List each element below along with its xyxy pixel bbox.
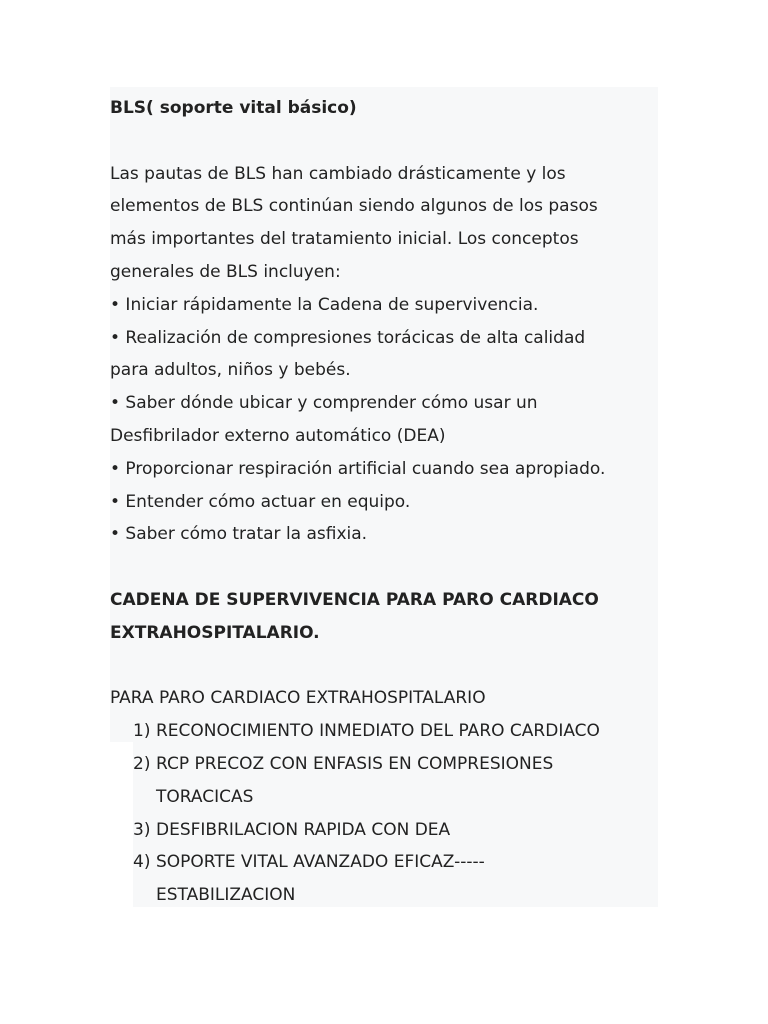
bullet-line: • Realización de compresiones torácicas de alta calidad bbox=[110, 327, 586, 348]
intro-line: más importantes del tratamiento inicial. Los conceptos bbox=[110, 229, 579, 250]
step-text: RCP PRECOZ CON ENFASIS EN COMPRESIONES bbox=[156, 753, 554, 774]
list-item bbox=[110, 846, 658, 879]
list-intro: PARA PARO CARDIACO EXTRAHOSPITALARIO bbox=[110, 688, 486, 709]
intro-line: Las pautas de BLS han cambiado drásticamente y los bbox=[110, 163, 566, 184]
step-number: 3) bbox=[133, 819, 151, 840]
section-heading: EXTRAHOSPITALARIO. bbox=[110, 622, 320, 643]
bullet-line: • Saber cómo tratar la asfixia. bbox=[110, 524, 368, 545]
bullet-line: • Proporcionar respiración artificial cuando sea apropiado. bbox=[110, 458, 606, 479]
list-item bbox=[110, 879, 658, 912]
document-content bbox=[110, 92, 658, 912]
step-text: ESTABILIZACION bbox=[156, 885, 296, 906]
bullet-line: para adultos, niños y bebés. bbox=[110, 360, 351, 381]
bullet-line: • Iniciar rápidamente la Cadena de supervivencia. bbox=[110, 294, 539, 315]
document-title: BLS( soporte vital básico) bbox=[110, 98, 357, 118]
step-text: DESFIBRILACION RAPIDA CON DEA bbox=[156, 819, 451, 840]
list-item bbox=[110, 748, 658, 781]
list-item bbox=[110, 781, 658, 814]
blank-line bbox=[110, 650, 658, 683]
step-text: RECONOCIMIENTO INMEDIATO DEL PARO CARDIACO bbox=[156, 721, 600, 742]
steps-list bbox=[110, 715, 658, 912]
step-text: TORACICAS bbox=[156, 786, 254, 807]
blank-line bbox=[110, 125, 658, 158]
intro-line: elementos de BLS continúan siendo algunos de los pasos bbox=[110, 196, 598, 217]
section-heading: CADENA DE SUPERVIVENCIA PARA PARO CARDIACO bbox=[110, 589, 599, 610]
blank-line bbox=[110, 551, 658, 584]
step-number: 2) bbox=[133, 753, 151, 774]
list-item bbox=[110, 715, 658, 748]
intro-line: generales de BLS incluyen: bbox=[110, 261, 341, 282]
step-number: 1) bbox=[133, 721, 151, 742]
bullet-line: • Saber dónde ubicar y comprender cómo usar un bbox=[110, 393, 538, 414]
list-item bbox=[110, 814, 658, 847]
step-text: SOPORTE VITAL AVANZADO EFICAZ----- bbox=[156, 852, 485, 873]
step-number: 4) bbox=[133, 852, 151, 873]
bullet-line: Desfibrilador externo automático (DEA) bbox=[110, 425, 446, 446]
bullet-line: • Entender cómo actuar en equipo. bbox=[110, 491, 411, 512]
